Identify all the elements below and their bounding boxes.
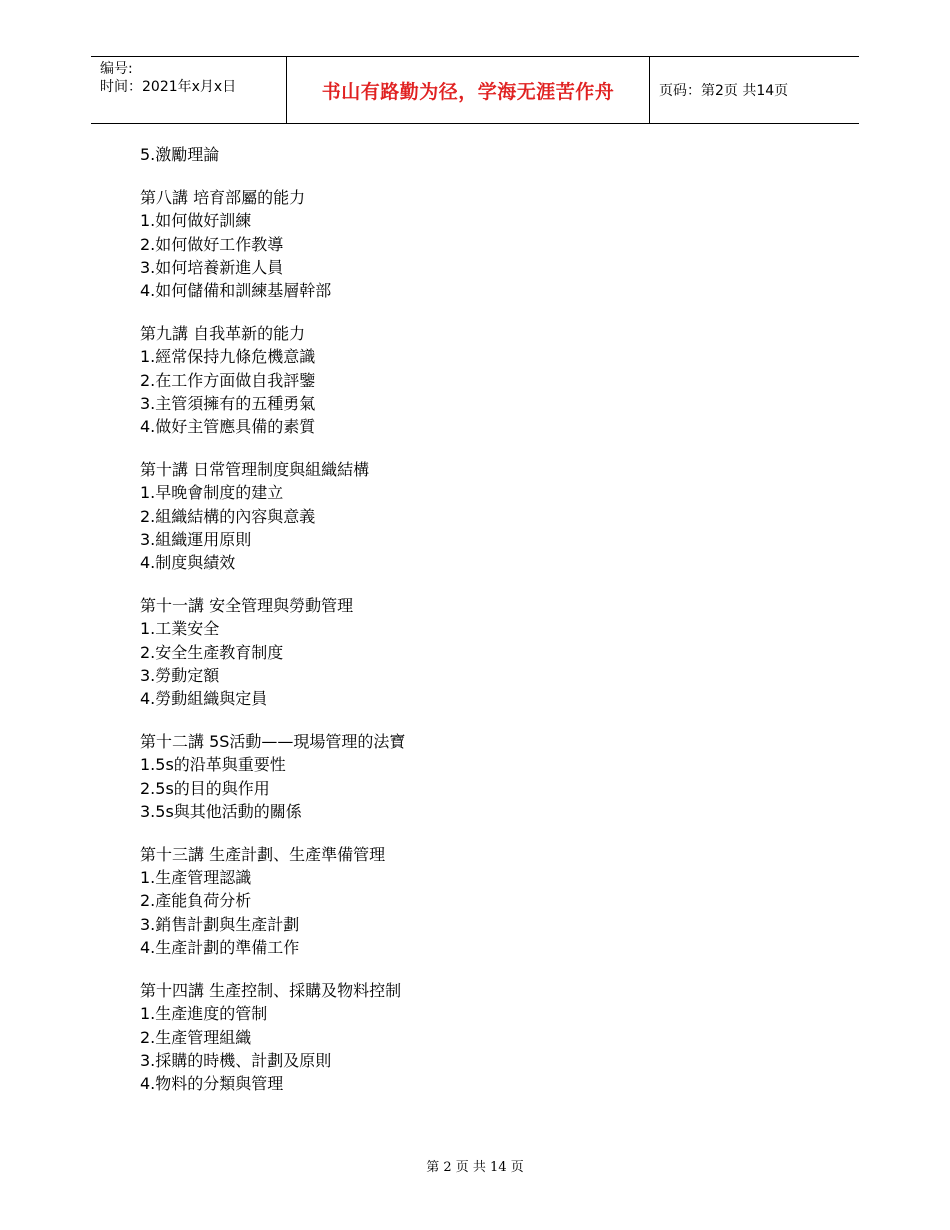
list-item: 2.安全生產教育制度 [140, 642, 284, 662]
list-item: 5.激勵理論 [140, 145, 220, 164]
list-item: 4.勞動組織與定員 [140, 689, 268, 709]
page-footer: 第 2 页 共 14 页 [426, 1160, 524, 1175]
section [140, 979, 780, 1095]
number-label: 编号: [100, 61, 133, 77]
section [140, 594, 780, 710]
section [140, 843, 780, 959]
section [140, 730, 780, 823]
header-page-info-cell [650, 57, 859, 123]
list-item: 2.產能負荷分析 [140, 891, 252, 911]
list-item: 4.如何儲備和訓練基層幹部 [140, 281, 332, 301]
section-title: 第九講 自我革新的能力 [140, 324, 306, 344]
list-item: 3.如何培養新進人員 [140, 257, 284, 277]
list-item: 3.組織運用原則 [140, 529, 252, 549]
list-item: 1.生產管理認識 [140, 868, 252, 888]
list-item: 1.經常保持九條危機意識 [140, 347, 316, 367]
list-item: 4.生產計劃的準備工作 [140, 937, 300, 957]
section [140, 322, 780, 438]
section [140, 186, 780, 302]
header-page-info: 页码：第2页 共14页 [659, 83, 789, 99]
section [140, 458, 780, 574]
list-item: 2.5s的目的與作用 [140, 778, 270, 798]
section-title: 第十一講 安全管理與勞動管理 [140, 596, 354, 616]
section-title: 第十四講 生產控制、採購及物料控制 [140, 981, 402, 1001]
list-item: 2.如何做好工作教導 [140, 234, 284, 254]
list-item: 4.物料的分類與管理 [140, 1073, 284, 1093]
list-item: 3.5s與其他活動的關係 [140, 801, 302, 821]
header-motto: 书山有路勤为径，学海无涯苦作舟 [321, 80, 615, 103]
section-title: 第八講 培育部屬的能力 [140, 188, 306, 208]
list-item: 4.制度與績效 [140, 553, 236, 573]
document-body [140, 143, 780, 1115]
page-header [91, 56, 859, 124]
header-motto-cell [287, 57, 650, 123]
list-item: 3.採購的時機、計劃及原則 [140, 1050, 332, 1070]
section-title: 第十三講 生產計劃、生產準備管理 [140, 845, 386, 865]
header-meta [91, 57, 287, 123]
list-item: 1.如何做好訓練 [140, 211, 252, 231]
section-title: 第十講 日常管理制度與組織結構 [140, 460, 370, 480]
list-item: 4.做好主管應具備的素質 [140, 417, 316, 437]
list-item: 1.5s的沿革與重要性 [140, 755, 286, 775]
list-item: 2.在工作方面做自我評鑒 [140, 370, 316, 390]
list-item: 3.勞動定額 [140, 665, 220, 685]
section-title: 第十二講 5S活動——現場管理的法寶 [140, 732, 406, 752]
list-item: 1.工業安全 [140, 619, 220, 639]
section [140, 143, 780, 166]
list-item: 1.生產進度的管制 [140, 1004, 268, 1024]
list-item: 1.早晚會制度的建立 [140, 483, 284, 503]
list-item: 3.主管須擁有的五種勇氣 [140, 393, 316, 413]
list-item: 2.組織結構的內容與意義 [140, 506, 316, 526]
list-item: 3.銷售計劃與生產計劃 [140, 914, 300, 934]
list-item: 2.生產管理組織 [140, 1027, 252, 1047]
time-label: 时间：2021年x月x日 [100, 79, 237, 95]
